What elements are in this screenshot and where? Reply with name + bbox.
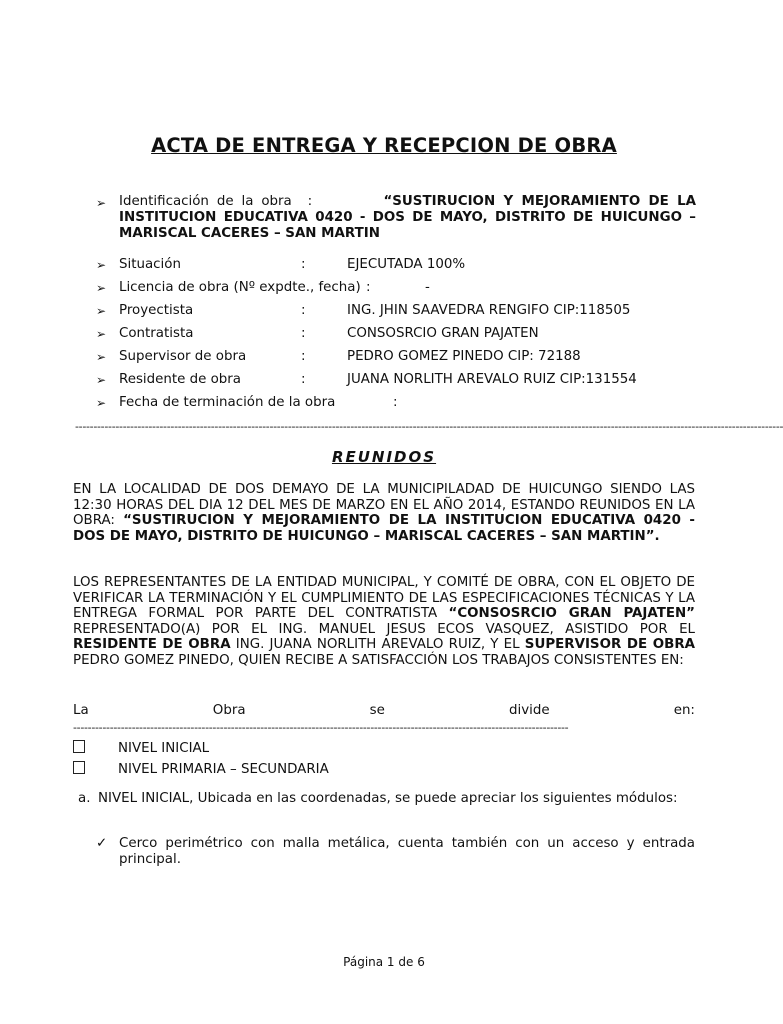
nivel-item — [73, 761, 329, 777]
info-colon: : — [301, 372, 306, 387]
nivel-label: NIVEL PRIMARIA – SECUNDARIA — [118, 762, 329, 777]
paragraph-meeting-text: EN LA LOCALIDAD DE DOS DEMAYO DE LA MUNICIPILADAD DE HUICUNGO SIENDO LAS 12:30 HORAS DEL DIA 12 DEL MES DE MARZO EN EL AÑO 2014, ESTANDO REUNIDOS EN LA OBRA: — [73, 482, 695, 529]
checklist-item — [96, 836, 695, 867]
info-label: Fecha de terminación de la obra — [119, 395, 336, 410]
checkbox-glyph-icon — [73, 740, 85, 753]
nivel-label: NIVEL INICIAL — [118, 741, 210, 756]
info-value: - — [425, 280, 430, 295]
list-marker: a. — [78, 791, 91, 806]
info-colon: : — [301, 303, 306, 318]
info-row — [96, 371, 696, 394]
obra-word: se — [369, 703, 385, 718]
info-row — [96, 302, 696, 325]
para2-supervisor: SUPERVISOR DE OBRA — [524, 637, 695, 653]
identificacion-value — [119, 194, 696, 241]
para2-residente: RESIDENTE DE OBRA — [73, 637, 231, 653]
info-row — [96, 394, 696, 417]
info-colon: : — [393, 395, 398, 410]
para2-text-3: ING. JUANA NORLITH AREVALO RUIZ, Y EL — [230, 637, 525, 653]
arrow-bullet-icon: ➢ — [96, 196, 107, 210]
para2-text-2: REPRESENTADO(A) POR EL ING. MANUEL JESUS ECOS VASQUEZ, ASISTIDO POR EL — [73, 621, 695, 637]
list-item-text: NIVEL INICIAL, Ubicada en las coordenadas, se puede apreciar los siguientes módulos: — [98, 791, 678, 806]
short-separator-line: --------------------------------------------------------------------------------------------------------------------------------------- — [73, 721, 569, 734]
obra-word: divide — [508, 703, 550, 718]
info-value: JUANA NORLITH AREVALO RUIZ CIP:131554 — [347, 372, 637, 387]
info-value: ING. JHIN SAAVEDRA RENGIFO CIP:118505 — [347, 303, 631, 318]
para2-contratista: “CONSOSRCIO GRAN PAJATEN” — [448, 606, 695, 622]
arrow-bullet-icon: ➢ — [96, 281, 107, 295]
arrow-bullet-icon: ➢ — [96, 327, 107, 341]
arrow-bullet-icon: ➢ — [96, 350, 107, 364]
obra-word: La — [73, 703, 89, 718]
checklist-item-text: Cerco perimétrico con malla metálica, cuenta también con un acceso y entrada principal. — [119, 836, 695, 867]
project-info-list — [96, 194, 696, 244]
section-heading-reunidos: REUNIDOS — [331, 448, 437, 466]
arrow-bullet-icon: ➢ — [96, 258, 107, 272]
info-label: Contratista — [119, 326, 194, 341]
paragraph-meeting — [73, 482, 695, 544]
arrow-bullet-icon: ➢ — [96, 396, 107, 410]
info-label: Supervisor de obra — [119, 349, 247, 364]
nivel-item — [73, 740, 209, 756]
info-value: CONSOSRCIO GRAN PAJATEN — [347, 326, 539, 341]
obra-word: Obra — [212, 703, 246, 718]
identificacion-text: “SUSTIRUCION Y MEJORAMIENTO DE LA INSTITUCION EDUCATIVA 0420 - DOS DE MAYO, DISTRITO DE HUICUNGO – MARISCAL CACERES – SAN MARTIN — [119, 194, 697, 241]
info-row-identificacion — [96, 194, 696, 244]
checkbox-glyph-icon — [73, 761, 85, 774]
paragraph-meeting-project: “SUSTIRUCION Y MEJORAMIENTO DE LA INSTITUCION EDUCATIVA 0420 - DOS DE MAYO, DISTRITO DE HUICUNGO – MARISCAL CACERES – SAN MARTIN”. — [73, 513, 695, 544]
arrow-bullet-icon: ➢ — [96, 304, 107, 318]
identificacion-colon: : — [307, 194, 313, 209]
info-label: Proyectista — [119, 303, 194, 318]
document-title: ACTA DE ENTREGA Y RECEPCION DE OBRA — [151, 134, 617, 157]
info-colon: : — [301, 349, 306, 364]
para2-text-4: PEDRO GOMEZ PINEDO, QUIEN RECIBE A SATISFACCIÓN LOS TRABAJOS CONSISTENTES EN: — [73, 652, 684, 668]
info-label: Situación — [119, 257, 181, 272]
info-rows — [96, 256, 696, 417]
info-colon: : — [366, 280, 371, 295]
info-value: EJECUTADA 100% — [347, 257, 466, 272]
info-row — [96, 256, 696, 279]
obra-divide-line — [73, 703, 695, 718]
info-colon: : — [301, 326, 306, 341]
checkmark-icon: ✓ — [96, 836, 108, 851]
separator-line: ------------------------------------------------------------------------------------------------------------------------------------------------------------------------------------------------- — [75, 420, 783, 433]
info-row — [96, 348, 696, 371]
arrow-bullet-icon: ➢ — [96, 373, 107, 387]
info-row — [96, 325, 696, 348]
para2-text-1: LOS REPRESENTANTES DE LA ENTIDAD MUNICIPAL, Y COMITÉ DE OBRA, CON EL OBJETO DE VERIFICAR LA TERMINACIÓN Y EL CUMPLIMIENTO DE LAS ESPECIFICACIONES TÉCNICAS Y LA ENTREGA FORMAL POR PARTE DEL CONTRATISTA — [73, 575, 695, 622]
page-number-footer: Página 1 de 6 — [343, 955, 425, 969]
identificacion-label: Identificación de la obra — [119, 194, 292, 209]
info-label: Residente de obra — [119, 372, 242, 387]
info-label: Licencia de obra (Nº expdte., fecha) — [119, 280, 361, 295]
list-item-a — [78, 791, 695, 807]
info-colon: : — [301, 257, 306, 272]
obra-word: en: — [673, 703, 695, 718]
info-value: PEDRO GOMEZ PINEDO CIP: 72188 — [347, 349, 581, 364]
info-row — [96, 279, 696, 302]
paragraph-representatives — [73, 575, 695, 669]
